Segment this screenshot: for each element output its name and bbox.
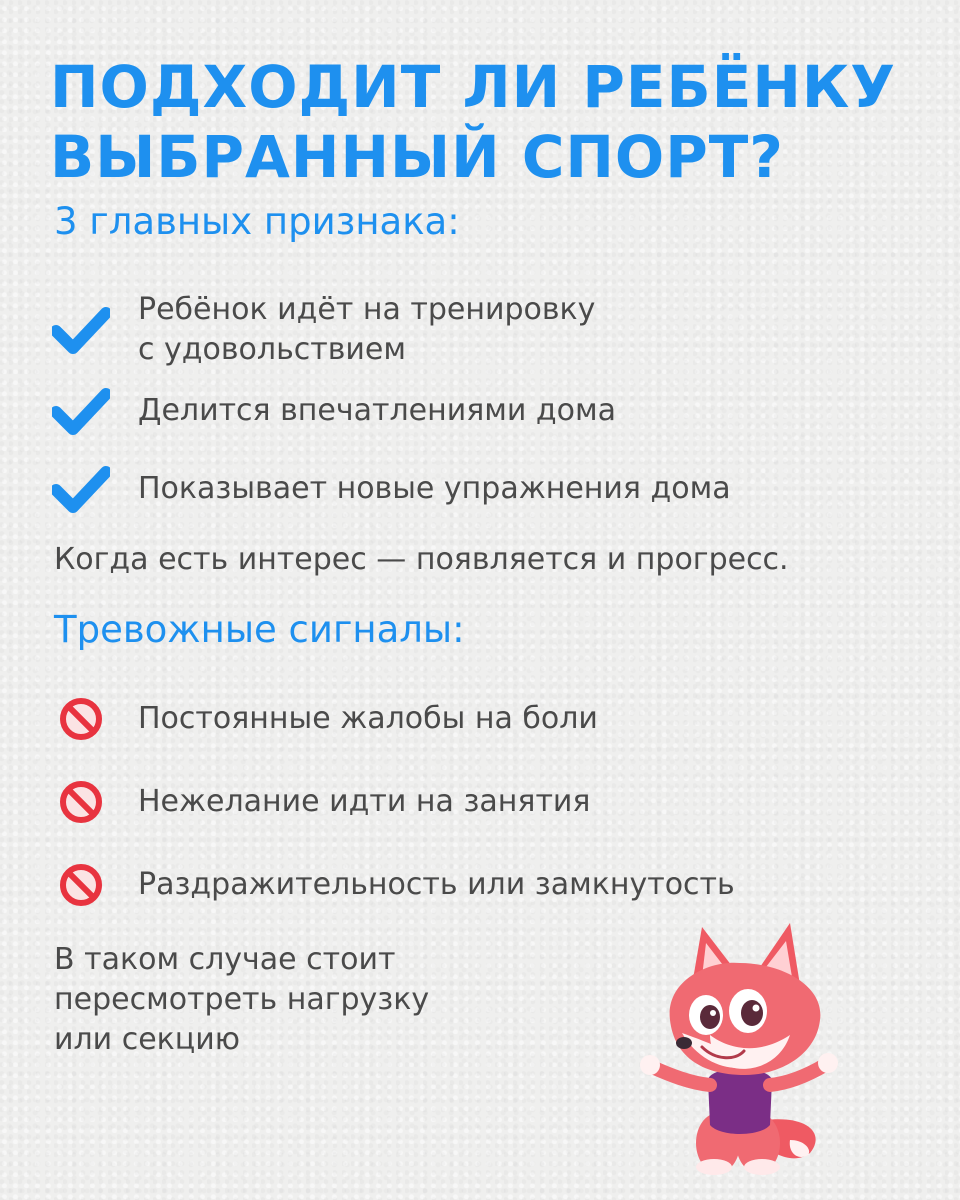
warning-item-1: [52, 690, 598, 748]
warning-note-line: или секцию: [54, 1022, 240, 1057]
warning-signs-heading: Тревожные сигналы:: [54, 608, 465, 651]
positive-item-1: [52, 290, 595, 370]
check-icon: [52, 382, 110, 440]
warning-note-line: пересмотреть нагрузку: [54, 982, 430, 1017]
positive-item-3: [52, 460, 731, 518]
positive-item-line: с удовольствием: [138, 332, 407, 367]
page-title: [50, 52, 910, 192]
prohibited-icon: [52, 690, 110, 748]
warning-item-text: Нежелание идти на занятия: [138, 784, 591, 819]
positive-item-line: Ребёнок идёт на тренировку: [138, 292, 596, 327]
warning-note: [54, 940, 429, 1060]
warning-item-2: [52, 773, 590, 831]
warning-item-text: Раздражительность или замкнутость: [138, 867, 735, 902]
positive-signs-heading: 3 главных признака:: [54, 200, 460, 243]
positive-note: Когда есть интерес — появляется и прогресс.: [54, 542, 789, 577]
warning-item-3: [52, 856, 735, 914]
fox-mascot-illustration: [640, 915, 840, 1180]
warning-item-text: Постоянные жалобы на боли: [138, 701, 598, 736]
check-icon: [52, 301, 110, 359]
warning-note-line: В таком случае стоит: [54, 942, 396, 977]
prohibited-icon: [52, 856, 110, 914]
check-icon: [52, 460, 110, 518]
positive-item-text: Делится впечатлениями дома: [138, 393, 617, 428]
title-line-2: ВЫБРАННЫЙ СПОРТ?: [50, 123, 784, 191]
prohibited-icon: [52, 773, 110, 831]
positive-item-text: [138, 290, 595, 370]
positive-item-2: [52, 382, 616, 440]
positive-item-text: Показывает новые упражнения дома: [138, 471, 731, 506]
title-line-1: ПОДХОДИТ ЛИ РЕБЁНКУ: [50, 53, 897, 121]
